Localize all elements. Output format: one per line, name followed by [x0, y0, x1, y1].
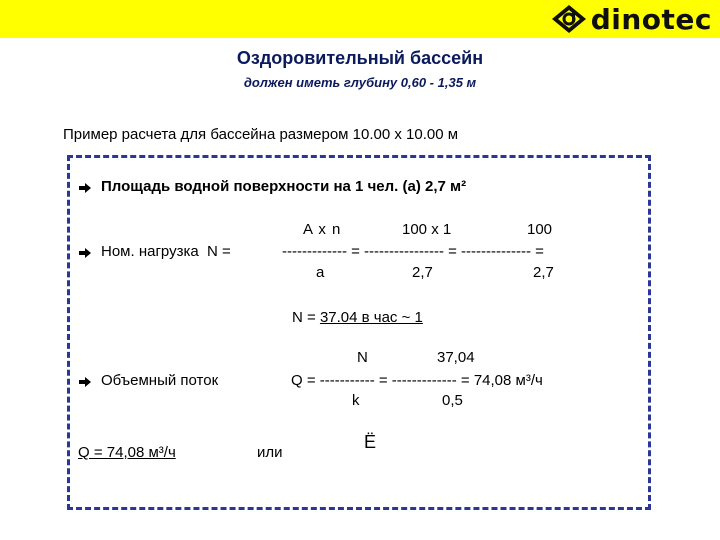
dinotec-logo-icon: [551, 4, 587, 34]
dinotec-logo: [551, 4, 712, 34]
load-denominator-3: 2,7: [533, 264, 554, 281]
right-arrow-icon: [78, 377, 92, 387]
flow-numerator-2: 37,04: [437, 349, 475, 366]
flow-numerator-1: N: [357, 349, 368, 366]
summary-or: или: [257, 444, 283, 461]
result-prefix: N =: [292, 309, 320, 326]
load-denominator-2: 2,7: [412, 264, 433, 281]
load-numerator-1: A x n: [303, 221, 342, 238]
load-numerator-2: 100 x 1: [402, 221, 452, 238]
load-label: Ном. нагрузка N =: [101, 243, 235, 260]
result-value: 37.04 в час ~ 1: [319, 309, 423, 326]
load-numerator-3: 100: [527, 221, 553, 238]
header-bar: [0, 0, 720, 38]
summary-symbol: Ё: [364, 432, 377, 452]
load-denominator-1: a: [316, 264, 325, 281]
brand-name: dinotec: [590, 2, 712, 36]
right-arrow-icon: [78, 183, 92, 193]
flow-denominator-2: 0,5: [442, 392, 463, 409]
summary-q: Q = 74,08 м³/ч: [78, 444, 176, 461]
page-subtitle: должен иметь глубину 0,60 - 1,35 м: [243, 75, 477, 90]
flow-formula: Q = ----------- = ------------- = 74,08 м³/ч: [291, 372, 543, 389]
area-line: Площадь водной поверхности на 1 чел. (a) 2,7 м²: [101, 178, 467, 195]
load-fraction-line: ------------- = ---------------- = -------------- =: [282, 243, 544, 260]
right-arrow-icon: [78, 248, 92, 258]
page-title: Оздоровительный бассейн: [236, 48, 484, 68]
flow-denominator-1: k: [352, 392, 360, 409]
example-text: Пример расчета для бассейна размером 10.00 x 10.00 м: [63, 126, 459, 143]
result-line: [292, 309, 423, 326]
flow-label: Объемный поток: [101, 372, 219, 389]
